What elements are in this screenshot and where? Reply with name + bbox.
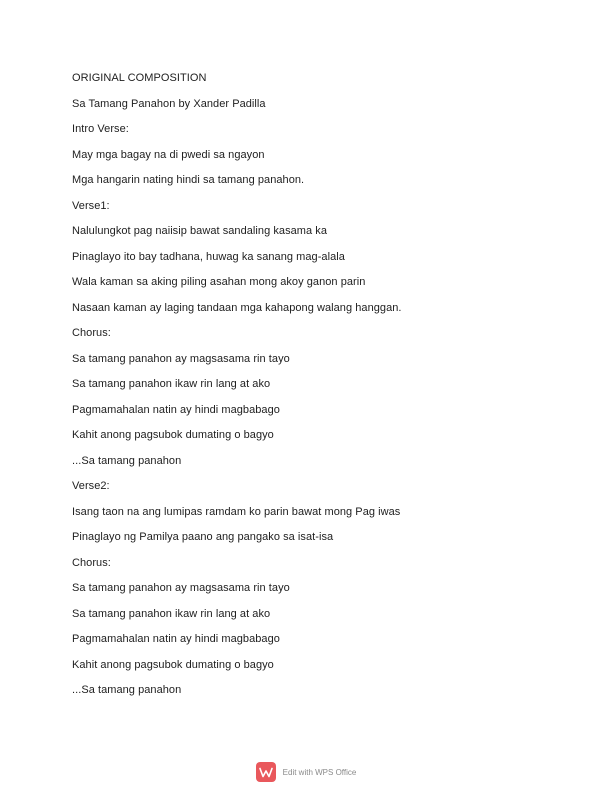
wps-footer[interactable] xyxy=(0,761,612,783)
lyric-line: Isang taon na ang lumipas ramdam ko parin bawat mong Pag iwas xyxy=(72,505,401,518)
section-heading-verse1: Verse1: xyxy=(72,199,110,212)
lyric-line: Sa tamang panahon ay magsasama rin tayo xyxy=(72,352,290,365)
lyric-line: ...Sa tamang panahon xyxy=(72,684,182,696)
song-title-line: Sa Tamang Panahon by Xander Padilla xyxy=(72,97,266,110)
wps-office-logo-icon[interactable] xyxy=(256,762,276,782)
lyric-line: Sa tamang panahon ikaw rin lang at ako xyxy=(72,607,271,620)
section-heading-chorus: Chorus: xyxy=(72,327,111,339)
lyric-line: ...Sa tamang panahon xyxy=(72,454,182,467)
lyric-line: Sa tamang panahon ay magsasama rin tayo xyxy=(72,582,290,594)
lyric-line: Wala kaman sa aking piling asahan mong akoy ganon parin xyxy=(72,276,366,288)
lyric-line: Pinaglayo ito bay tadhana, huwag ka sanang mag-alala xyxy=(72,250,345,263)
lyric-line: May mga bagay na di pwedi sa ngayon xyxy=(72,148,265,161)
lyric-line: Nalulungkot pag naiisip bawat sandaling kasama ka xyxy=(72,225,327,237)
lyric-line: Kahit anong pagsubok dumating o bagyo xyxy=(72,429,274,441)
section-heading-chorus: Chorus: xyxy=(72,556,111,569)
lyric-line: Sa tamang panahon ikaw rin lang at ako xyxy=(72,378,271,390)
lyric-line: Pagmamahalan natin ay hindi magbabago xyxy=(72,633,280,645)
lyric-line: Pagmamahalan natin ay hindi magbabago xyxy=(72,403,280,416)
document-title: ORIGINAL COMPOSITION xyxy=(72,72,207,84)
lyric-line: Kahit anong pagsubok dumating o bagyo xyxy=(72,658,274,671)
section-heading-intro: Intro Verse: xyxy=(72,123,129,135)
lyric-line: Pinaglayo ng Pamilya paano ang pangako sa isat-isa xyxy=(72,531,334,543)
lyric-line: Mga hangarin nating hindi sa tamang panahon. xyxy=(72,174,305,186)
edit-with-wps-link[interactable]: Edit with WPS Office xyxy=(282,767,357,777)
lyric-line: Nasaan kaman ay laging tandaan mga kahapong walang hanggan. xyxy=(72,301,402,314)
document-body xyxy=(72,71,542,709)
section-heading-verse2: Verse2: xyxy=(72,480,110,492)
